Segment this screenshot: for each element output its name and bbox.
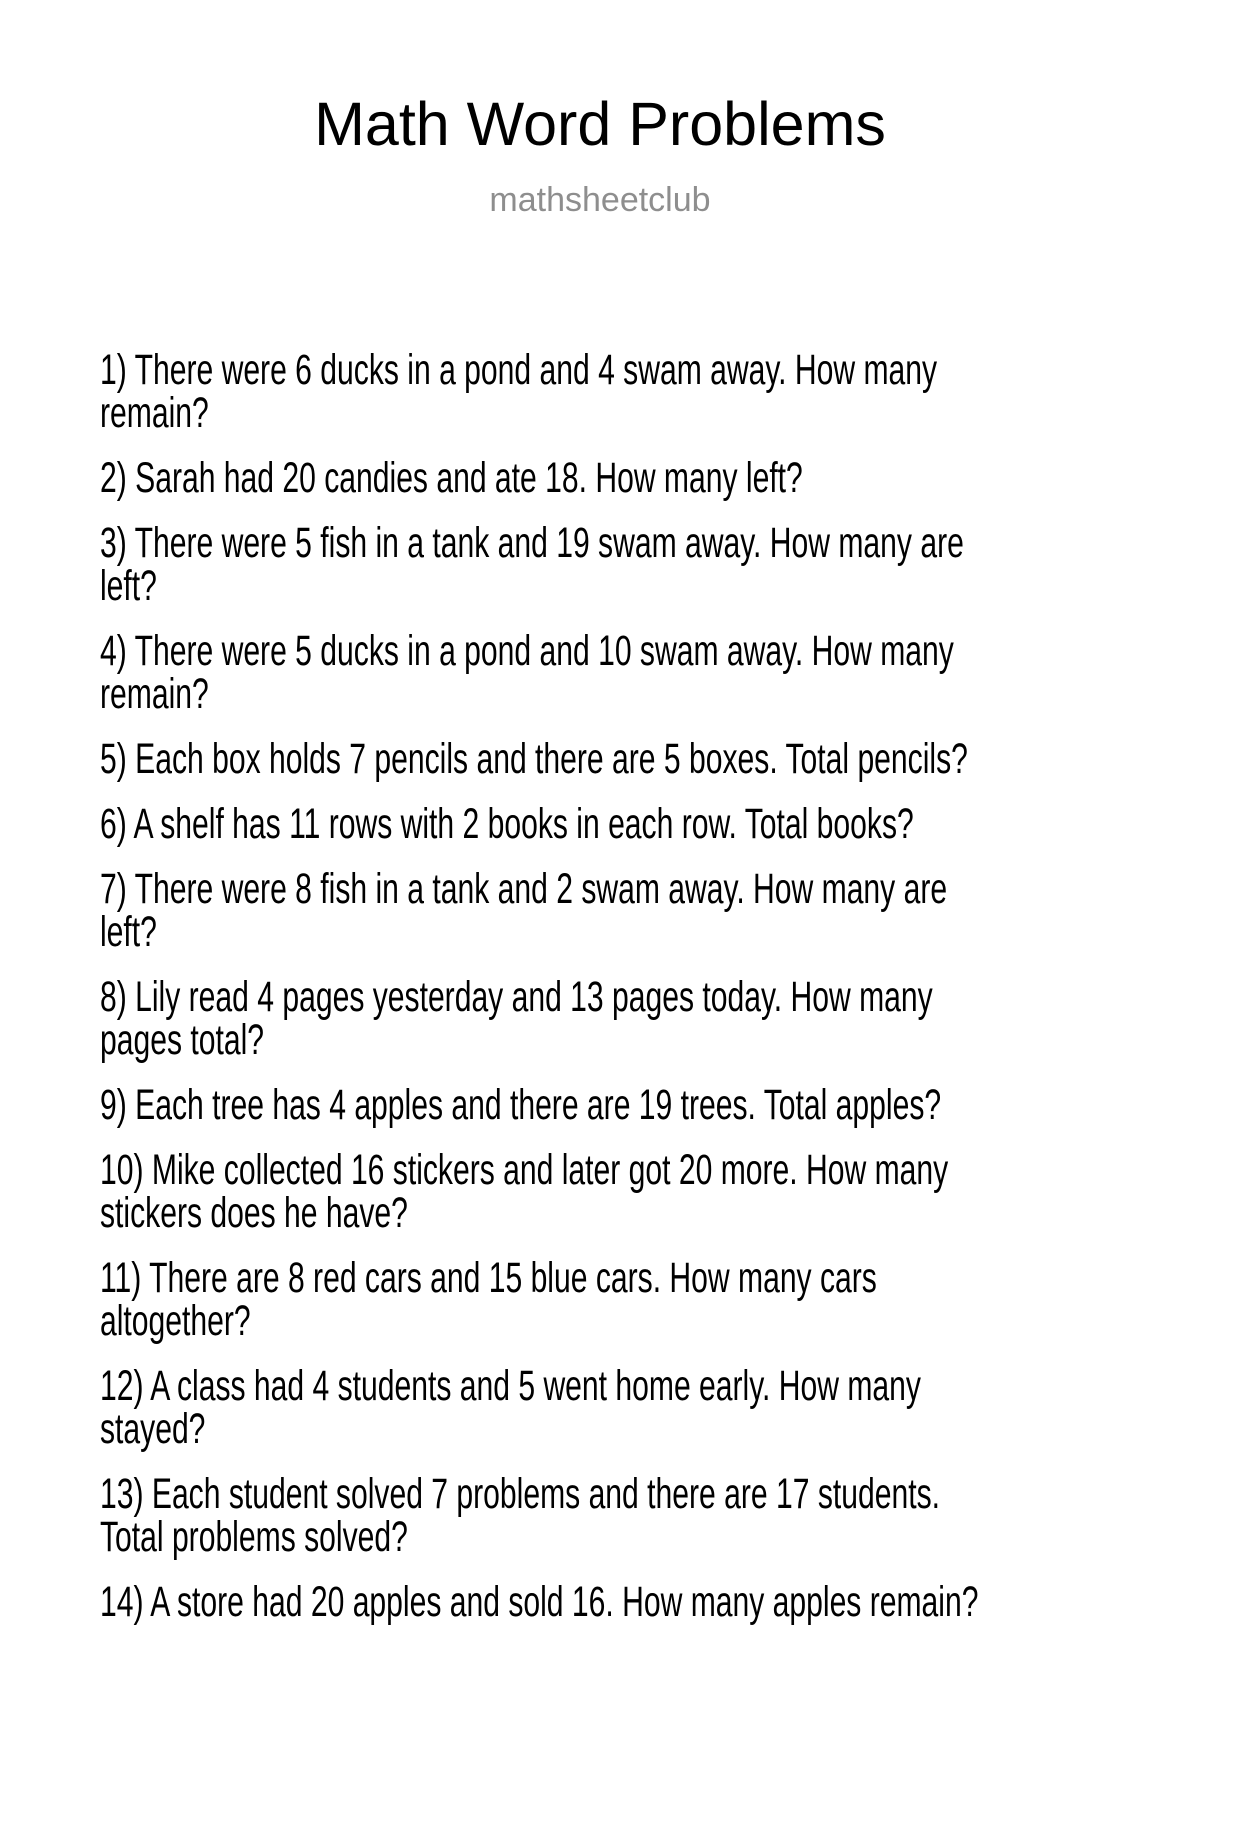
problem-list [100,346,1240,1626]
page-subtitle: mathsheetclub [489,181,711,219]
problem-item-6: 6) A shelf has 11 rows with 2 books in each row. Total books? [100,800,914,848]
problem-item-11: 11) There are 8 red cars and 15 blue cars. How many cars altogether? [100,1254,877,1345]
problem-item-14: 14) A store had 20 apples and sold 16. How many apples remain? [100,1578,979,1626]
problem-item-5: 5) Each box holds 7 pencils and there are 5 boxes. Total pencils? [100,735,968,783]
worksheet-header [0,92,1200,220]
problem-item-13: 13) Each student solved 7 problems and there are 17 students. Total problems solved? [100,1470,940,1561]
problem-item-7: 7) There were 8 fish in a tank and 2 swam away. How many are left? [100,865,948,956]
problem-item-10: 10) Mike collected 16 stickers and later got 20 more. How many stickers does he have? [100,1146,949,1237]
problem-item-1: 1) There were 6 ducks in a pond and 4 swam away. How many remain? [100,346,938,437]
problem-item-3: 3) There were 5 fish in a tank and 19 swam away. How many are left? [100,519,964,610]
problem-item-4: 4) There were 5 ducks in a pond and 10 swam away. How many remain? [100,627,954,718]
problem-item-8: 8) Lily read 4 pages yesterday and 13 pages today. How many pages total? [100,973,933,1064]
worksheet-page [0,92,1240,1846]
problem-item-2: 2) Sarah had 20 candies and ate 18. How many left? [100,454,803,502]
problem-item-12: 12) A class had 4 students and 5 went home early. How many stayed? [100,1362,921,1453]
problem-item-9: 9) Each tree has 4 apples and there are 19 trees. Total apples? [100,1081,942,1129]
page-title: Math Word Problems [314,90,886,158]
